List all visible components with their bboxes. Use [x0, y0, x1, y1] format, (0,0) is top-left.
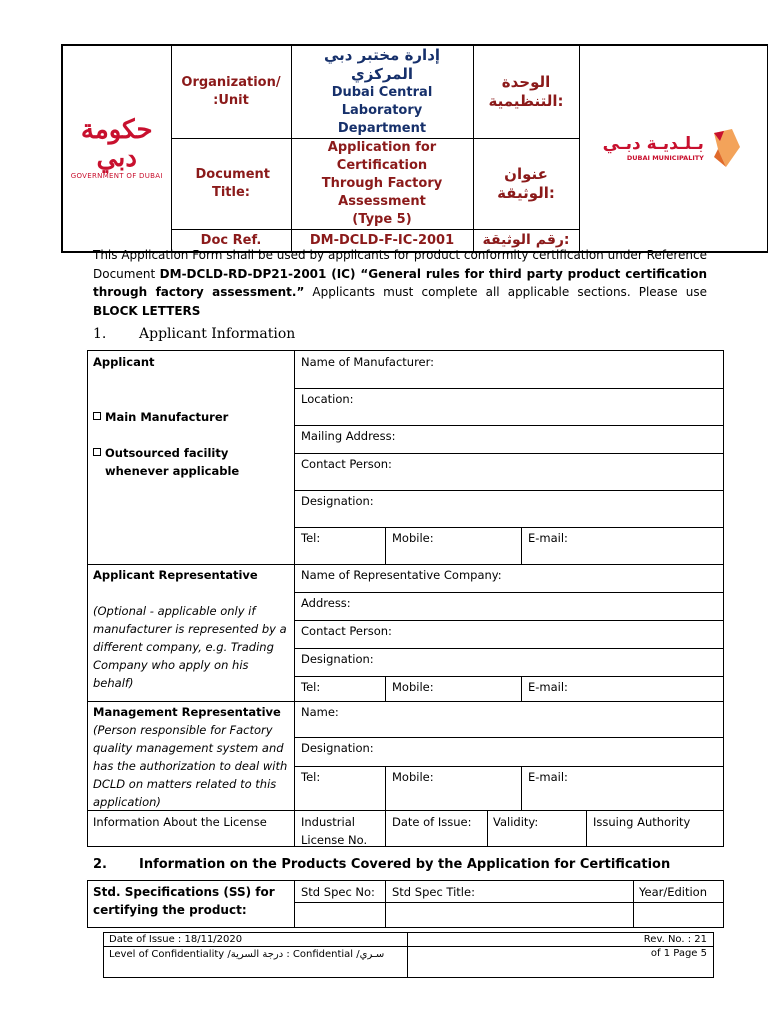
org-value-en: Dubai Central Laboratory Department [331, 85, 433, 136]
footer-date: Date of Issue : 18/11/2020 [109, 934, 243, 945]
std-spec-title-field[interactable]: Std Spec Title: [392, 885, 475, 899]
manufacturer-name-field[interactable]: Name of Manufacturer: [301, 355, 435, 369]
mobile-field[interactable]: Mobile: [392, 531, 434, 545]
license-label: Information About the License [93, 815, 267, 829]
footer-confidentiality: Level of Confidentiality /درجة السرية : Confidential /سـري [109, 949, 385, 960]
rep-address-field[interactable]: Address: [301, 596, 351, 610]
section-1-title: Applicant Information [139, 326, 296, 342]
rep-tel-field[interactable]: Tel: [301, 680, 321, 694]
title-label-ar: عنوان الوثيقة: [473, 139, 579, 230]
dubai-municipality-logo [579, 45, 768, 252]
org-value [291, 45, 473, 139]
footer-rev: Rev. No. : 21 [643, 934, 707, 945]
title-label: Document Title: [171, 139, 291, 230]
footer-page: of 1 Page 5 [650, 948, 707, 959]
intro-reference: DM-DCLD-RD-DP21-2001 (IC) “General rules for third party product certification through factory assessment.” [93, 266, 707, 299]
rep-contact-field[interactable]: Contact Person: [301, 624, 392, 638]
title-value: Application for Certification Through Factory Assessment (Type 5) [291, 139, 473, 230]
gov-logo-script: حكومة دبي [80, 115, 153, 174]
management-label: Management Representative [93, 705, 281, 719]
validity-field[interactable]: Validity: [493, 815, 539, 829]
mgmt-designation-field[interactable]: Designation: [301, 741, 374, 755]
document-header [61, 44, 768, 253]
ref-label: Doc Ref. [171, 230, 291, 252]
email-field[interactable]: E-mail: [528, 531, 568, 545]
management-note: (Person responsible for Factory quality management system and has the authorization to deal with DCLD on matters related to this application) [93, 723, 288, 809]
date-of-issue-field[interactable]: Date of Issue: [392, 815, 472, 829]
checkbox-icon[interactable] [93, 448, 101, 456]
issuing-authority-field[interactable]: Issuing Authority [593, 815, 691, 829]
mgmt-name-field[interactable]: Name: [301, 705, 339, 719]
government-of-dubai-logo [62, 45, 171, 252]
main-manufacturer-option[interactable] [93, 408, 228, 426]
mgmt-mobile-field[interactable]: Mobile: [392, 770, 434, 784]
page-footer [103, 932, 714, 978]
org-value-ar: إدارة مختبر دبي المركزي [323, 46, 441, 83]
checkbox-icon[interactable] [93, 412, 101, 420]
outsourced-facility-label: Outsourced facility [105, 446, 229, 460]
section-2-number: 2. [93, 857, 107, 872]
intro-text-2: Applicants must complete all applicable sections. Please use [304, 285, 707, 299]
rep-email-field[interactable]: E-mail: [528, 680, 568, 694]
ref-label-ar: رقم الوثيقة: [473, 230, 579, 252]
industrial-license-field[interactable]: Industrial License No. [301, 815, 368, 847]
outsourced-facility-label-2: whenever applicable [105, 464, 240, 478]
org-label-ar: الوحدة التنظيمية: [473, 45, 579, 139]
rep-designation-field[interactable]: Designation: [301, 652, 374, 666]
std-spec-no-field[interactable]: Std Spec No: [301, 885, 375, 899]
gov-logo-text: GOVERNMENT OF DUBAI [70, 172, 163, 181]
dm-logo-en: DUBAI MUNICIPALITY [626, 154, 704, 163]
mailing-address-field[interactable]: Mailing Address: [301, 429, 396, 443]
representative-note: (Optional - applicable only if manufacturer is represented by a different company, e.g. Trading Company who apply on his behalf) [93, 604, 287, 690]
rep-mobile-field[interactable]: Mobile: [392, 680, 434, 694]
main-manufacturer-label: Main Manufacturer [105, 410, 229, 424]
section-1-number: 1. [93, 326, 107, 342]
mgmt-tel-field[interactable]: Tel: [301, 770, 321, 784]
contact-person-field[interactable]: Contact Person: [301, 457, 392, 471]
intro-paragraph [93, 246, 707, 320]
intro-text: This Application Form shall be used by applicants for product conformity certification under Reference Document [93, 248, 707, 281]
designation-field[interactable]: Designation: [301, 494, 374, 508]
dm-emblem-icon [710, 127, 744, 169]
std-spec-table [87, 880, 724, 928]
rep-company-field[interactable]: Name of Representative Company: [301, 568, 502, 582]
representative-label: Applicant Representative [93, 568, 258, 582]
mgmt-email-field[interactable]: E-mail: [528, 770, 568, 784]
applicant-label: Applicant [93, 355, 155, 369]
std-spec-label: Std. Specifications (SS) for certifying the product: [93, 885, 275, 917]
section-1-heading [93, 326, 295, 342]
outsourced-facility-option[interactable] [93, 444, 228, 462]
intro-block-letters: BLOCK LETTERS [93, 303, 201, 318]
tel-field[interactable]: Tel: [301, 531, 321, 545]
org-label: Organization/ :Unit [171, 45, 291, 139]
applicant-information-table [87, 350, 724, 847]
section-2-heading [93, 857, 670, 872]
section-2-title: Information on the Products Covered by the Application for Certification [139, 857, 671, 872]
location-field[interactable]: Location: [301, 392, 354, 406]
year-edition-field[interactable]: Year/Edition [639, 885, 708, 899]
dm-logo-ar: بـلـديـة دبـي [602, 134, 704, 155]
ref-value: DM-DCLD-F-IC-2001 [291, 230, 473, 252]
